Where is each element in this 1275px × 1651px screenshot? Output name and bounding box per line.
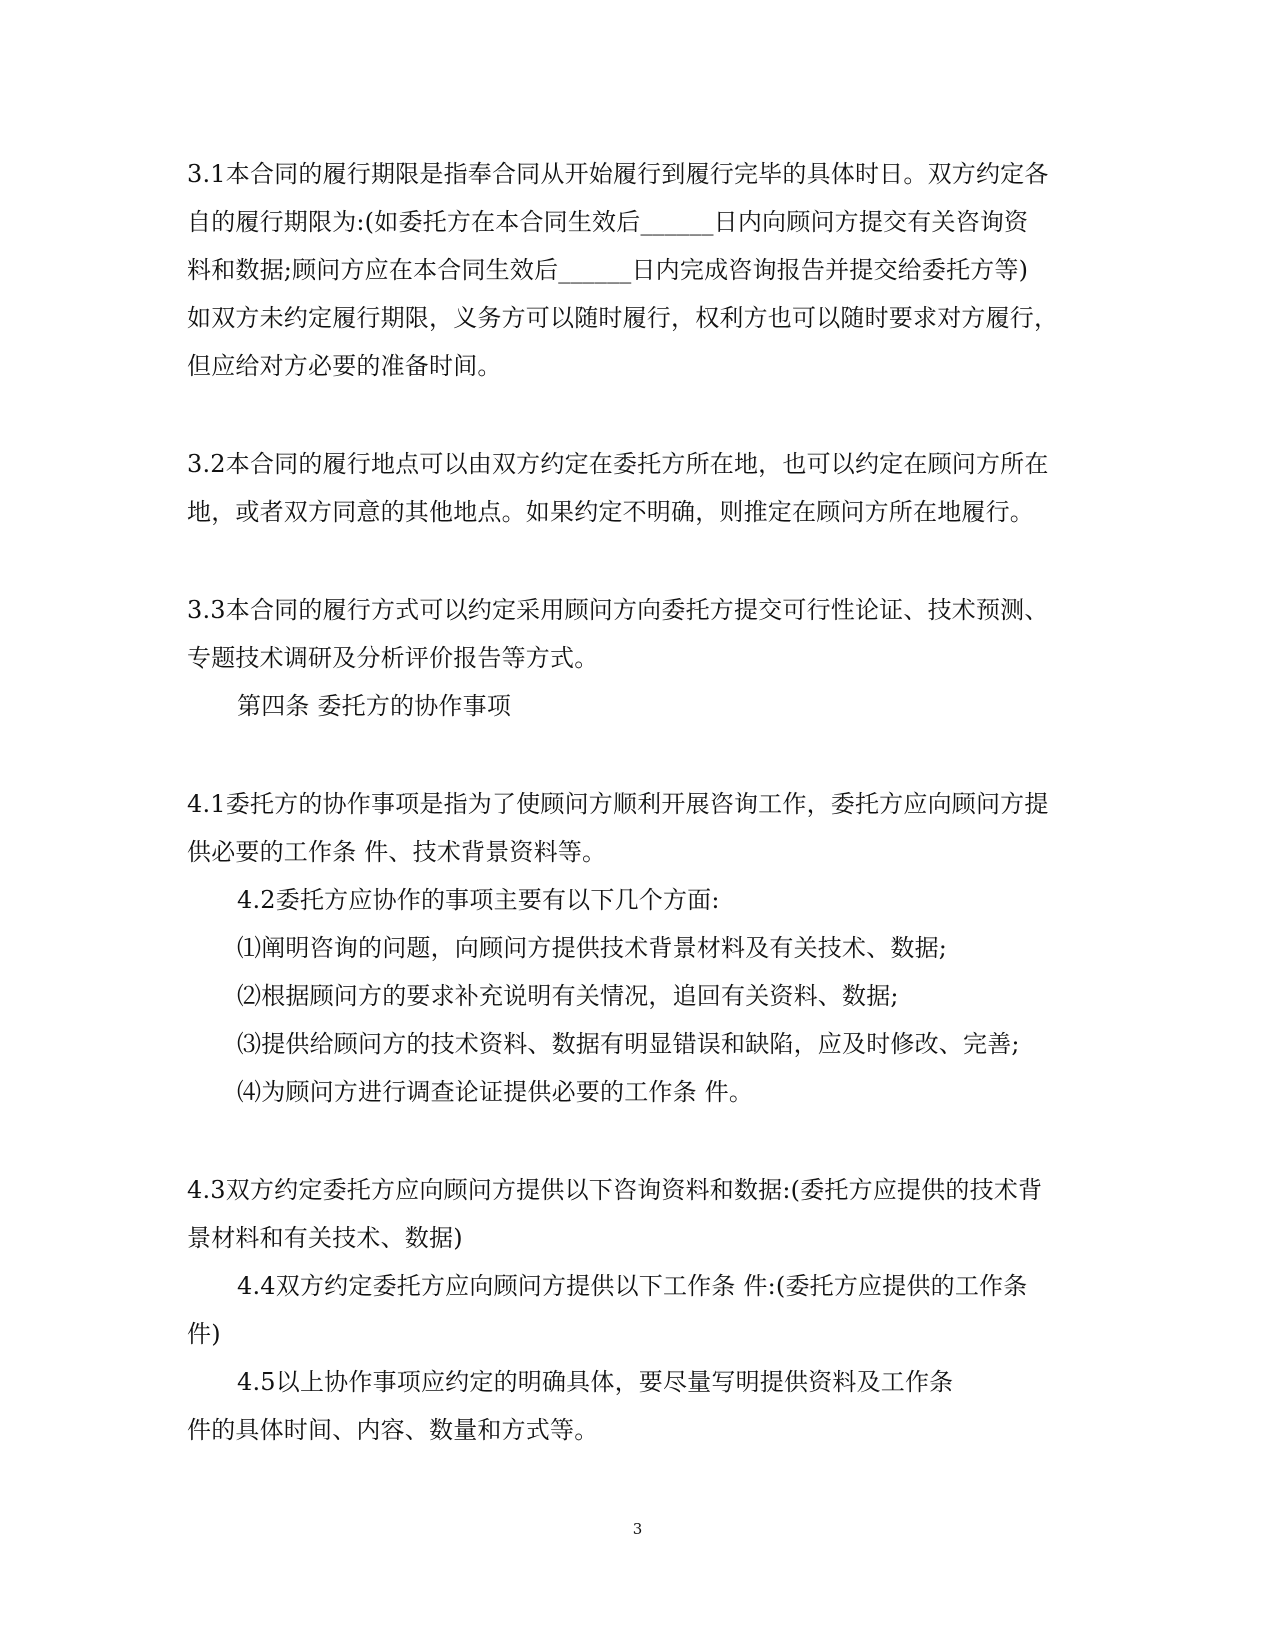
text-line: 专题技术调研及分析评价报告等方式。 xyxy=(187,644,599,672)
text-line: 3.3本合同的履行方式可以约定采用顾问方向委托方提交可行性论证、技术预测、 xyxy=(187,596,1049,624)
text-line: 料和数据;顾问方应在本合同生效后______日内完成咨询报告并提交给委托方等) xyxy=(187,256,1029,284)
text-line: 地，或者双方同意的其他地点。如果约定不明确，则推定在顾问方所在地履行。 xyxy=(187,498,1034,526)
text-line: 件) xyxy=(187,1320,221,1348)
list-item: ⑵根据顾问方的要求补充说明有关情况，追回有关资料、数据; xyxy=(237,982,899,1010)
text-line: 自的履行期限为:(如委托方在本合同生效后______日内向顾问方提交有关咨询资 xyxy=(187,208,1029,236)
text-line: 4.2委托方应协作的事项主要有以下几个方面: xyxy=(237,886,720,914)
list-item: ⑶提供给顾问方的技术资料、数据有明显错误和缺陷，应及时修改、完善; xyxy=(237,1030,1020,1058)
text-line: 件的具体时间、内容、数量和方式等。 xyxy=(187,1416,599,1444)
text-line: 4.3双方约定委托方应向顾问方提供以下咨询资料和数据:(委托方应提供的技术背 xyxy=(187,1176,1043,1204)
list-item: ⑷为顾问方进行调查论证提供必要的工作条 件。 xyxy=(237,1078,754,1106)
text-line: 4.5以上协作事项应约定的明确具体，要尽量写明提供资料及工作条 xyxy=(237,1368,954,1396)
section-heading: 第四条 委托方的协作事项 xyxy=(237,692,512,720)
text-line: 但应给对方必要的准备时间。 xyxy=(187,352,502,380)
text-line: 如双方未约定履行期限，义务方可以随时履行，权利方也可以随时要求对方履行， xyxy=(187,304,1059,332)
text-line: 4.4双方约定委托方应向顾问方提供以下工作条 件:(委托方应提供的工作条 xyxy=(237,1272,1028,1300)
text-line: 3.1本合同的履行期限是指奉合同从开始履行到履行完毕的具体时日。双方约定各 xyxy=(187,160,1049,188)
text-line: 3.2本合同的履行地点可以由双方约定在委托方所在地，也可以约定在顾问方所在 xyxy=(187,450,1049,478)
text-line: 4.1委托方的协作事项是指为了使顾问方顺利开展咨询工作，委托方应向顾问方提 xyxy=(187,790,1049,818)
text-line: 供必要的工作条 件、技术背景资料等。 xyxy=(187,838,607,866)
list-item: ⑴阐明咨询的问题，向顾问方提供技术背景材料及有关技术、数据; xyxy=(237,934,948,962)
text-line: 景材料和有关技术、数据) xyxy=(187,1224,463,1252)
page-number: 3 xyxy=(632,1520,643,1538)
